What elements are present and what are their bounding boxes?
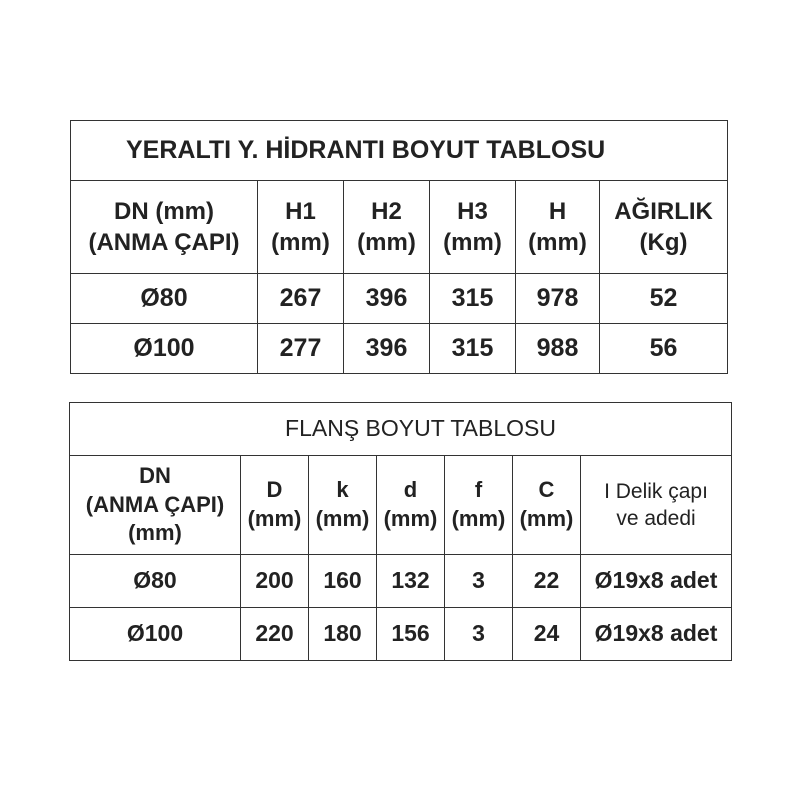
header-line: DN (mm) — [114, 197, 214, 225]
header-line: H3 — [457, 197, 488, 225]
flange-dimension-table — [69, 402, 732, 661]
table-cell: 132 — [377, 555, 445, 608]
header-d-outer — [241, 456, 309, 555]
header-line: H1 — [285, 197, 316, 225]
table-row — [71, 324, 728, 374]
table-cell: 315 — [430, 324, 516, 374]
header-line: (ANMA ÇAPI) — [85, 491, 225, 517]
header-weight — [600, 181, 728, 274]
table-row — [70, 555, 732, 608]
header-line: D — [266, 477, 283, 503]
header-line: (mm) — [519, 506, 574, 531]
table-cell: 200 — [241, 555, 309, 608]
header-line: AĞIRLIK — [614, 197, 713, 225]
table-cell: 180 — [309, 608, 377, 661]
header-h3 — [430, 181, 516, 274]
header-line: (mm) — [315, 506, 370, 531]
table-cell: 52 — [600, 274, 728, 324]
header-c — [513, 456, 581, 555]
header-line: (mm) — [271, 229, 330, 256]
table-cell: 988 — [516, 324, 600, 374]
table-cell: 315 — [430, 274, 516, 324]
header-line: (mm) — [357, 229, 416, 256]
header-line: H2 — [371, 197, 402, 225]
table-cell: 3 — [445, 608, 513, 661]
table-cell: 56 — [600, 324, 728, 374]
header-dn — [70, 456, 241, 555]
header-line: (mm) — [451, 506, 506, 531]
header-h2 — [344, 181, 430, 274]
header-line: (mm) — [528, 229, 587, 256]
table-cell: 24 — [513, 608, 581, 661]
header-line: DN — [139, 463, 171, 489]
header-line: f — [474, 477, 483, 503]
table-cell: 396 — [344, 324, 430, 374]
header-f — [445, 456, 513, 555]
header-line: H — [548, 197, 567, 225]
table-cell: Ø80 — [70, 555, 241, 608]
table-cell: 160 — [309, 555, 377, 608]
table-title: FLANŞ BOYUT TABLOSU — [70, 403, 732, 456]
header-d-inner — [377, 456, 445, 555]
header-line: (mm) — [247, 506, 302, 531]
header-line: (mm) — [128, 520, 182, 546]
header-line: (mm) — [383, 506, 438, 531]
header-line: ve adedi — [616, 507, 696, 530]
table-cell: Ø19x8 adet — [581, 555, 732, 608]
table-cell: Ø100 — [71, 324, 258, 374]
table-row — [70, 608, 732, 661]
table-cell: 978 — [516, 274, 600, 324]
header-h1 — [258, 181, 344, 274]
header-line: (mm) — [443, 229, 502, 256]
table-cell: 396 — [344, 274, 430, 324]
table-cell: 220 — [241, 608, 309, 661]
header-line: d — [403, 477, 418, 503]
table-cell: 156 — [377, 608, 445, 661]
hydrant-dimension-table — [70, 120, 728, 374]
table-cell: Ø19x8 adet — [581, 608, 732, 661]
header-line: (ANMA ÇAPI) — [88, 229, 240, 256]
header-line: k — [336, 477, 349, 503]
table-cell: 3 — [445, 555, 513, 608]
table-cell: 277 — [258, 324, 344, 374]
header-h — [516, 181, 600, 274]
header-hole — [581, 456, 732, 555]
table-row — [71, 274, 728, 324]
header-line: C — [538, 477, 555, 503]
header-k — [309, 456, 377, 555]
table-cell: 267 — [258, 274, 344, 324]
table-cell: 22 — [513, 555, 581, 608]
header-dn — [71, 181, 258, 274]
table-cell: Ø80 — [71, 274, 258, 324]
header-line: I Delik çapı — [604, 479, 708, 503]
header-line: (Kg) — [639, 229, 688, 256]
table-title: YERALTI Y. HİDRANTI BOYUT TABLOSU — [71, 121, 728, 181]
table-cell: Ø100 — [70, 608, 241, 661]
